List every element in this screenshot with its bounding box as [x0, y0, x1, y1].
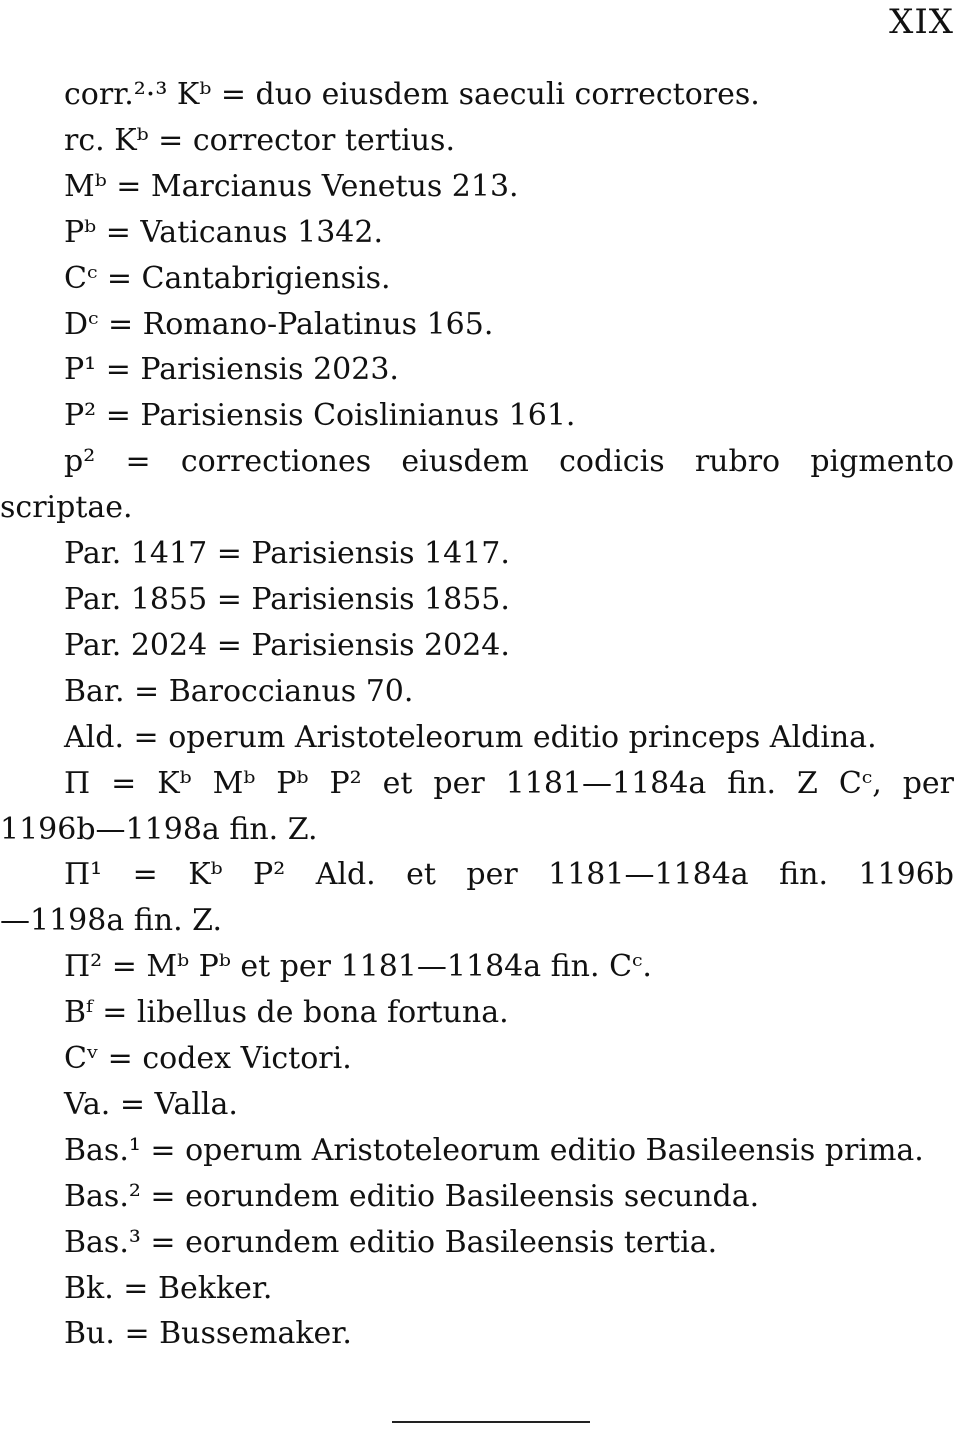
entry-p1: P¹ = Parisiensis 2023. — [64, 352, 399, 388]
abbreviation-list — [0, 72, 960, 1357]
entry-va: Va. = Valla. — [64, 1086, 238, 1122]
entry-par-2024: Par. 2024 = Parisiensis 2024. — [64, 627, 510, 663]
entry-dc: Dᶜ = Romano-Palatinus 165. — [64, 306, 494, 342]
entry-pi-line: Π = Kᵇ Mᵇ Pᵇ P² et per 1181—1184a fin. Z Cᶜ, per — [64, 765, 954, 801]
entry-corr-kb: corr.²·³ Kᵇ = duo eiusdem saeculi correctores. — [64, 77, 760, 112]
entry-bu: Bu. = Bussemaker. — [64, 1316, 352, 1352]
entry-p2-small — [0, 439, 960, 531]
entry-bf: Bᶠ = libellus de bona fortuna. — [64, 995, 509, 1031]
entry-mb: Mᵇ = Marcianus Venetus 213. — [64, 168, 519, 204]
entry-bk: Bk. = Bekker. — [64, 1270, 273, 1306]
entry-ald: Ald. = operum Aristoteleorum editio princeps Aldina. — [64, 719, 877, 755]
entry-par-1417: Par. 1417 = Parisiensis 1417. — [64, 536, 510, 572]
entry-bas3: Bas.³ = eorundem editio Basileensis tertia. — [64, 1224, 718, 1260]
entry-pi-continuation: 1196b—1198a fin. Z. — [0, 811, 318, 847]
entry-bas2: Bas.² = eorundem editio Basileensis secunda. — [64, 1178, 760, 1214]
entry-bar: Bar. = Baroccianus 70. — [64, 673, 414, 709]
entry-par-1855: Par. 1855 = Parisiensis 1855. — [64, 581, 510, 617]
entry-rc-kb: rc. Kᵇ = corrector tertius. — [64, 122, 455, 158]
page-number: XIX — [889, 2, 954, 42]
entry-p2-small-line: p² = correctiones eiusdem codicis rubro pigmento — [64, 444, 954, 480]
entry-pi1 — [0, 852, 960, 944]
entry-pi1-continuation: —1198a fin. Z. — [0, 903, 223, 939]
entry-pi — [0, 761, 960, 853]
footer-rule — [392, 1421, 590, 1423]
entry-bas1: Bas.¹ = operum Aristoteleorum editio Basileensis prima. — [64, 1132, 924, 1168]
entry-pi1-line: Π¹ = Kᵇ P² Ald. et per 1181—1184a fin. 1196b — [64, 857, 954, 893]
entry-cc: Cᶜ = Cantabrigiensis. — [64, 260, 391, 296]
entry-pi2: Π² = Mᵇ Pᵇ et per 1181—1184a fin. Cᶜ. — [64, 949, 652, 985]
entry-pb: Pᵇ = Vaticanus 1342. — [64, 214, 383, 250]
entry-p2: P² = Parisiensis Coislinianus 161. — [64, 398, 576, 434]
entry-p2-small-continuation: scriptae. — [0, 490, 133, 526]
entry-cv: Cᵛ = codex Victori. — [64, 1041, 352, 1077]
